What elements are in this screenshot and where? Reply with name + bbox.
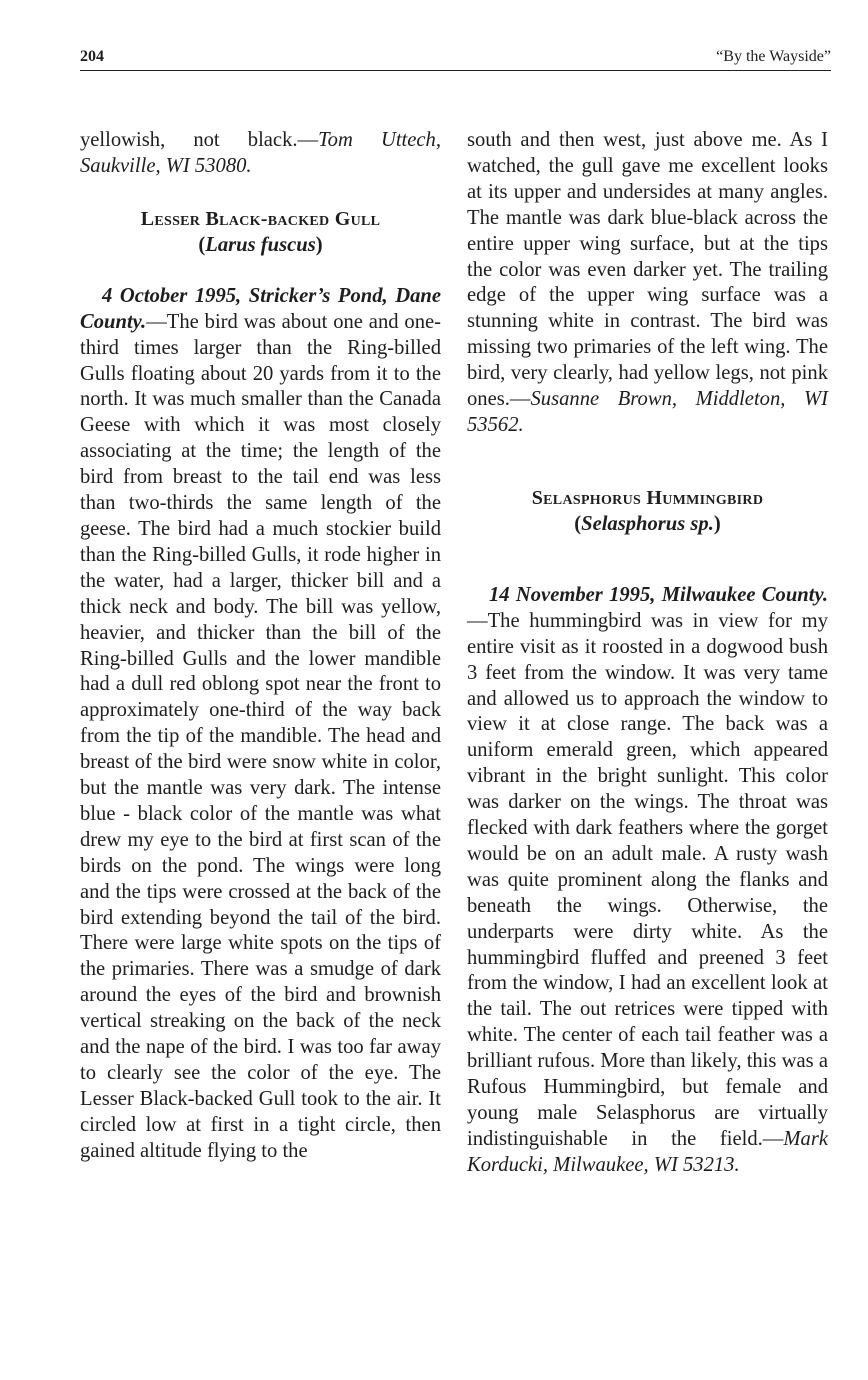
- hummingbird-account-text: —The hummingbird was in view for my entire visit as it roosted in a dogwood bush 3 feet from the window. It was very tame and allowed us to approach the window to view it at close range. The back was a uniform emerald green, which appeared vibrant in the bright sunlight. This color was darker on the wings. The throat was flecked with dark feathers where the gorget would be on an adult male. A rusty wash was quite prominent along the flanks and beneath the wings. Otherwise, the underparts were dirty white. As the hummingbird fluffed and preened 3 feet from the window, I had an excellent look at the tail. The out retrices were tipped with white. The center of each tail feather was a brilliant rufous. More than likely, this was a Rufous Hummingbird, but female and young male Selasphorus are virtually indistinguishable in the field.—: [467, 609, 828, 1150]
- gull-account-text: —The bird was about one and one-third times larger than the Ring-billed Gulls floating about 20 yards from it to the north. It was much smaller than the Canada Geese with which it was most closely associating at the time; the length of the bird from breast to the tail end was less than two-thirds the same length of the geese. The bird had a much stockier build than the Ring-billed Gulls, it rode higher in the water, had a larger, thicker bill and a thick neck and body. The bill was yellow, heavier, and thicker than the bill of the Ring-billed Gulls and the lower mandible had a dull red oblong spot near the front to approximately one-third of the way back from the tip of the mandible. The head and breast of the bird were snow white in color, but the mantle was very dark. The intense blue - black color of the mantle was what drew my eye to the bird at first scan of the birds on the pond. The wings were long and the tips were crossed at the back of the bird extending beyond the tail of the bird. There were large white spots on the tips of the primaries. There was a smudge of dark around the eyes of the bird and brownish vertical streaking on the back of the neck and the nape of the bird. I was too far away to clearly see the color of the eye. The Lesser Black-backed Gull took to the air. It circled low at first in a tight circle, then gained altitude flying to the: [80, 310, 441, 1162]
- page-header: [80, 46, 831, 71]
- spacer: [80, 258, 441, 284]
- continuation-paragraph: [80, 128, 441, 180]
- spacer: [467, 439, 828, 485]
- continuation-text: yellowish, not black.—: [80, 129, 319, 151]
- running-title: “By the Wayside”: [716, 48, 831, 65]
- spacer: [467, 537, 828, 583]
- gull-heading: Lesser Black-backed Gull: [140, 207, 381, 230]
- gull-account-text-continued: south and then west, just above me. As I watched, the gull gave me excellent looks at its upper and undersides at many angles. The mantle was dark blue-black across the entire upper wing surface, but at the tips the color was even darker yet. The trailing edge of the upper wing surface was a stunning white in contrast. The bird was missing two primaries of the left wing. The bird, very clearly, had yellow legs, not pink ones.—: [467, 129, 828, 411]
- gull-account-paragraph: [80, 284, 441, 1165]
- gull-sci-name-text: Larus fuscus: [205, 233, 316, 256]
- hummingbird-date-location: 14 November 1995, Milwaukee County.: [489, 583, 828, 606]
- continuation-byline: Tom Uttech, Saukville, WI 53080.: [80, 129, 441, 177]
- hummingbird-heading: Selasphorus Hummingbird: [531, 486, 764, 509]
- hummingbird-sci-name-text: Selasphorus sp.: [581, 512, 714, 535]
- hummingbird-scientific-name: (Selasphorus sp.): [574, 512, 721, 535]
- hummingbird-byline: Mark Korducki, Milwaukee, WI 53213.: [467, 1127, 828, 1176]
- hummingbird-account-paragraph: [467, 583, 828, 1179]
- spacer: [80, 180, 441, 206]
- gull-date-location: 4 October 1995, Stricker’s Pond, Dane County.: [80, 284, 441, 333]
- gull-byline: Susanne Brown, Middleton, WI 53562.: [467, 388, 828, 436]
- gull-scientific-name: (Larus fuscus): [198, 233, 323, 256]
- gull-account-continued: [467, 128, 828, 439]
- right-column: [467, 128, 828, 1179]
- page-number: 204: [80, 48, 104, 65]
- left-column: [80, 128, 441, 1165]
